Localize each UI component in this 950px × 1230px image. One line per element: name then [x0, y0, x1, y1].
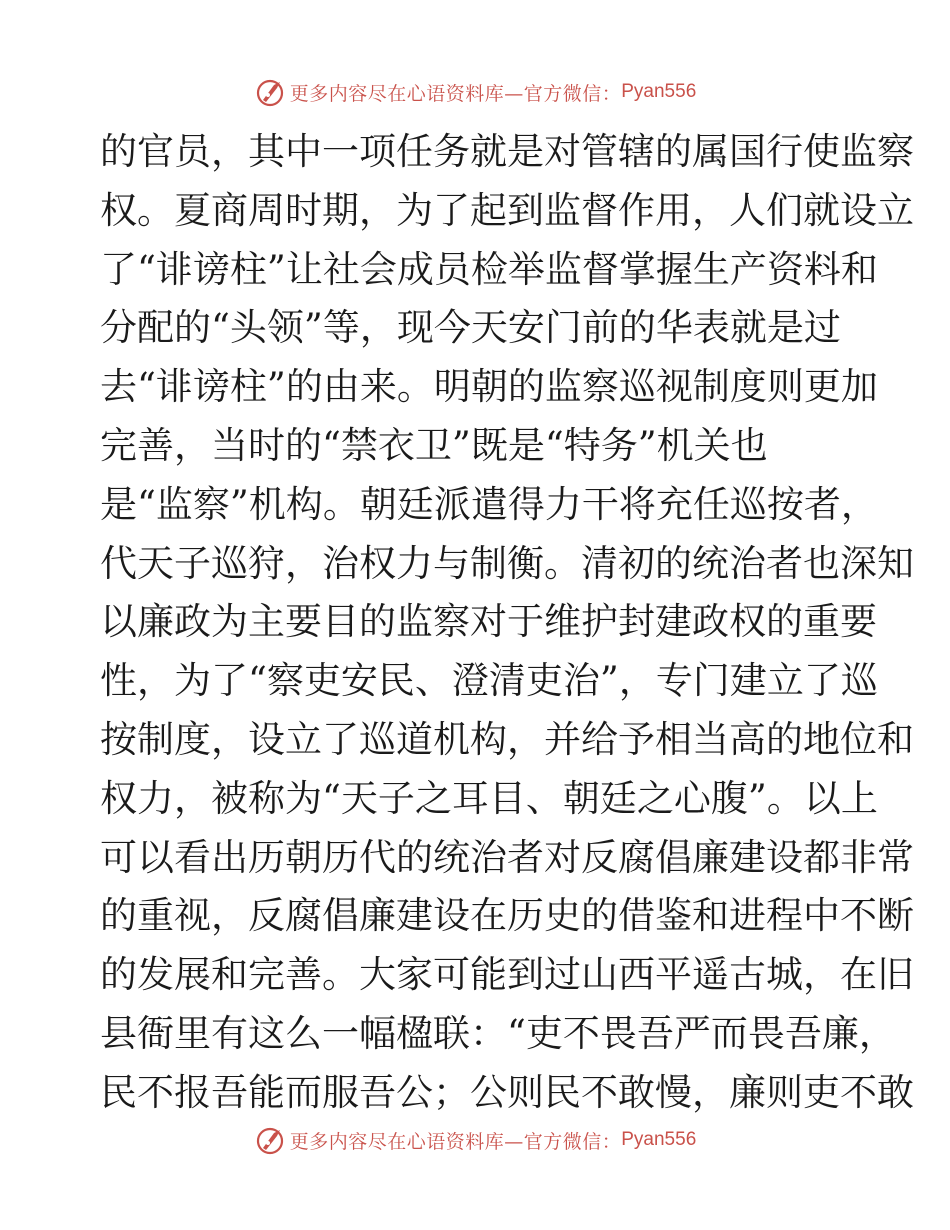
text-line: 县衙里有这么一幅楹联：“吏不畏吾严而畏吾廉， — [100, 1011, 896, 1055]
text-line: 分配的“头领”等，现今天安门前的华表就是过 — [100, 306, 841, 350]
text-line: 代天子巡狩，治权力与制衡。清初的统治者也深知 — [100, 541, 914, 585]
text-line: 按制度，设立了巡道机构，并给予相当高的地位和 — [100, 717, 914, 761]
text-line: 权。夏商周时期，为了起到监督作用，人们就设立 — [100, 188, 914, 232]
text-line: 民不报吾能而服吾公；公则民不敢慢，廉则吏不敢 — [100, 1070, 914, 1114]
text-line: 的重视，反腐倡廉建设在历史的借鉴和进程中不断 — [100, 894, 914, 938]
text-line: 以廉政为主要目的监察对于维护封建政权的重要 — [100, 600, 877, 644]
watermark-contact: Pyan556 — [621, 1129, 697, 1150]
pen-nib-circle-icon — [254, 1124, 286, 1156]
watermark-contact: Pyan556 — [621, 81, 697, 102]
text-line: 性，为了“察吏安民、澄清吏治”，专门建立了巡 — [100, 659, 878, 703]
text-line: 可以看出历朝历代的统治者对反腐倡廉建设都非常 — [100, 835, 914, 879]
pen-nib-circle-icon — [254, 76, 286, 108]
text-line: 的发展和完善。大家可能到过山西平遥古城，在旧 — [100, 953, 914, 997]
footer-watermark — [0, 1120, 950, 1160]
watermark-text: 更多内容尽在心语资料库—官方微信： — [289, 1130, 622, 1153]
text-line: 的官员，其中一项任务就是对管辖的属国行使监察 — [100, 130, 914, 173]
text-line: 去“诽谤柱”的由来。明朝的监察巡视制度则更加 — [100, 365, 878, 409]
document-body — [100, 123, 914, 1123]
header-watermark — [0, 72, 950, 112]
text-line: 完善，当时的“禁衣卫”既是“特务”机关也 — [100, 423, 768, 467]
text-line: 是“监察”机构。朝廷派遣得力干将充任巡按者， — [100, 482, 878, 526]
text-line: 了“诽谤柱”让社会成员检举监督掌握生产资料和 — [100, 247, 878, 291]
text-line: 权力，被称为“天子之耳目、朝廷之心腹”。以上 — [100, 776, 878, 820]
watermark-text: 更多内容尽在心语资料库—官方微信： — [289, 82, 622, 105]
